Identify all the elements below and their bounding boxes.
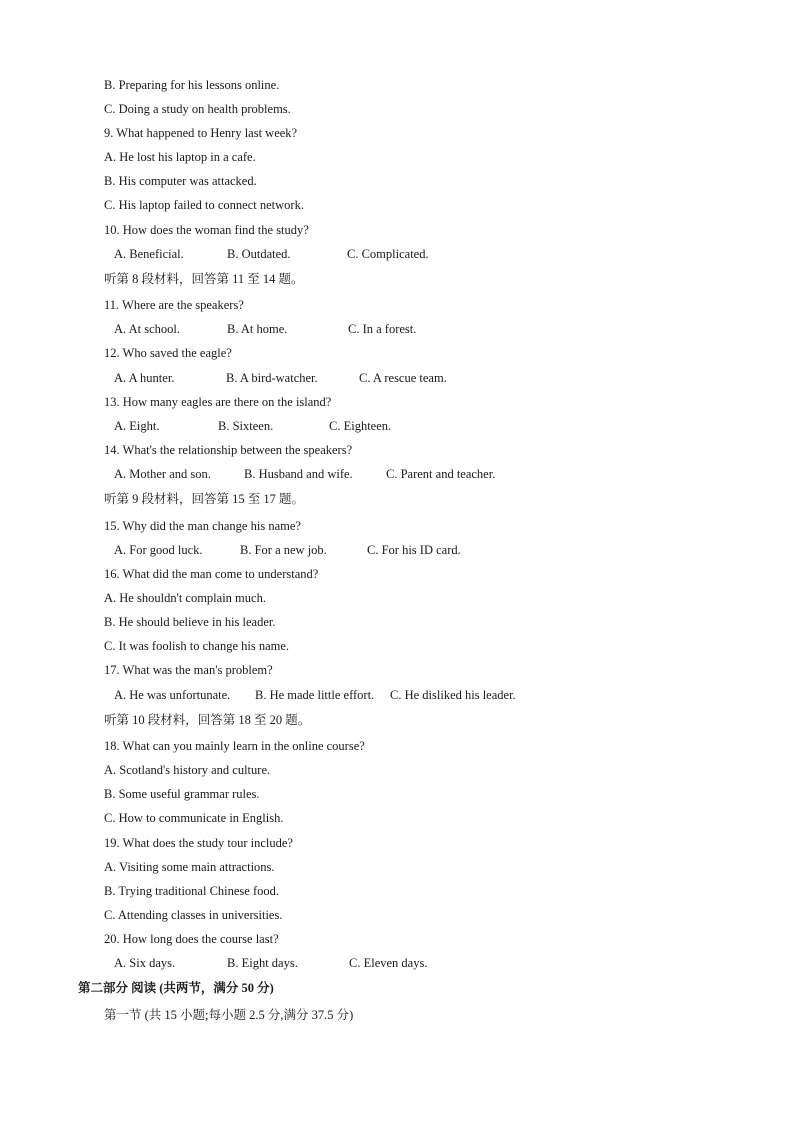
- question-13: 13. How many eagles are there on the island?: [104, 395, 332, 409]
- q20-option-a: A. Six days.: [114, 956, 176, 970]
- q11-option-a: A. At school.: [114, 322, 180, 336]
- q12-option-c: C. A rescue team.: [359, 371, 447, 385]
- question-10: 10. How does the woman find the study?: [104, 223, 309, 237]
- q19-option-c: C. Attending classes in universities.: [104, 908, 283, 922]
- q19-option-b: B. Trying traditional Chinese food.: [104, 884, 279, 898]
- q11-option-b: B. At home.: [227, 322, 288, 336]
- q14-option-c: C. Parent and teacher.: [386, 467, 496, 481]
- q10-option-b: B. Outdated.: [227, 247, 291, 261]
- q13-option-a: A. Eight.: [114, 419, 160, 433]
- question-9: 9. What happened to Henry last week?: [104, 126, 298, 140]
- question-12: 12. Who saved the eagle?: [104, 346, 232, 360]
- q13-option-c: C. Eighteen.: [329, 419, 392, 433]
- question-17: 17. What was the man's problem?: [104, 663, 273, 677]
- q14-option-a: A. Mother and son.: [114, 467, 211, 481]
- q9-option-c: C. His laptop failed to connect network.: [104, 198, 304, 212]
- question-14: 14. What's the relationship between the speakers?: [104, 443, 353, 457]
- section-heading-10: 听第 10 段材料，回答第 18 至 20 题。: [104, 713, 311, 727]
- q12-option-b: B. A bird-watcher.: [226, 371, 318, 385]
- q15-option-a: A. For good luck.: [114, 543, 203, 557]
- section-heading-8: 听第 8 段材料，回答第 11 至 14 题。: [104, 272, 304, 286]
- q16-option-a: A. He shouldn't complain much.: [104, 591, 266, 605]
- section-heading-9: 听第 9 段材料，回答第 15 至 17 题。: [104, 492, 305, 506]
- q19-option-a: A. Visiting some main attractions.: [104, 860, 275, 874]
- q15-option-c: C. For his ID card.: [367, 543, 461, 557]
- question-19: 19. What does the study tour include?: [104, 836, 293, 850]
- part-two-heading: 第二部分 阅读 (共两节，满分 50 分): [78, 981, 274, 995]
- question-15: 15. Why did the man change his name?: [104, 519, 301, 533]
- q20-option-b: B. Eight days.: [227, 956, 298, 970]
- q18-option-a: A. Scotland's history and culture.: [104, 763, 271, 777]
- q9-option-b: B. His computer was attacked.: [104, 174, 257, 188]
- q18-option-b: B. Some useful grammar rules.: [104, 787, 260, 801]
- question-20: 20. How long does the course last?: [104, 932, 279, 946]
- q17-option-c: C. He disliked his leader.: [390, 688, 516, 702]
- q8-option-b: B. Preparing for his lessons online.: [104, 78, 280, 92]
- section-one-heading: 第一节 (共 15 小题;每小题 2.5 分,满分 37.5 分): [104, 1008, 354, 1022]
- q13-option-b: B. Sixteen.: [218, 419, 274, 433]
- question-11: 11. Where are the speakers?: [104, 298, 244, 312]
- q16-option-c: C. It was foolish to change his name.: [104, 639, 290, 653]
- q12-option-a: A. A hunter.: [114, 371, 175, 385]
- question-18: 18. What can you mainly learn in the online course?: [104, 739, 365, 753]
- q10-option-a: A. Beneficial.: [114, 247, 184, 261]
- question-16: 16. What did the man come to understand?: [104, 567, 319, 581]
- q9-option-a: A. He lost his laptop in a cafe.: [104, 150, 256, 164]
- q20-option-c: C. Eleven days.: [349, 956, 428, 970]
- q11-option-c: C. In a forest.: [348, 322, 417, 336]
- q8-option-c: C. Doing a study on health problems.: [104, 102, 291, 116]
- q18-option-c: C. How to communicate in English.: [104, 811, 284, 825]
- q15-option-b: B. For a new job.: [240, 543, 327, 557]
- q14-option-b: B. Husband and wife.: [244, 467, 353, 481]
- q10-option-c: C. Complicated.: [347, 247, 429, 261]
- q17-option-b: B. He made little effort.: [255, 688, 375, 702]
- q16-option-b: B. He should believe in his leader.: [104, 615, 276, 629]
- q17-option-a: A. He was unfortunate.: [114, 688, 231, 702]
